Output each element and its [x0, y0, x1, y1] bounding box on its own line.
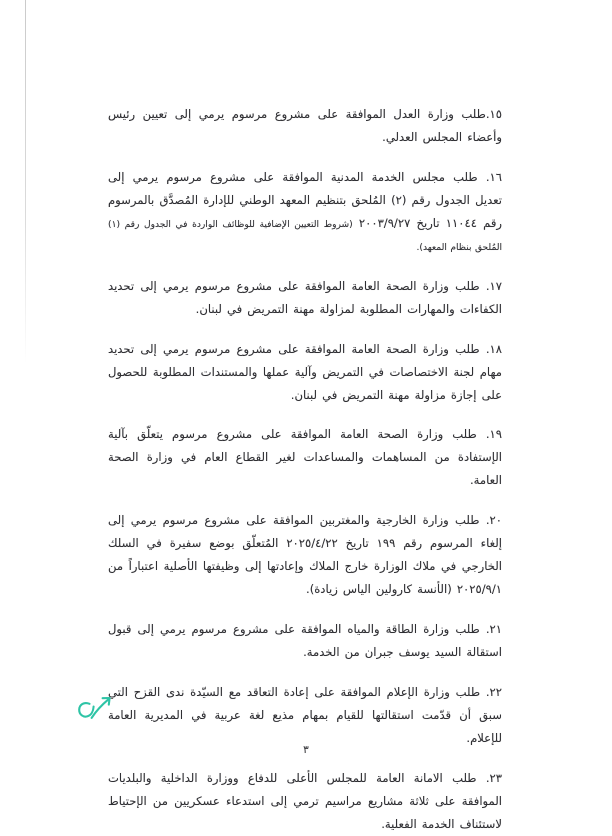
agenda-item-15	[108, 103, 502, 149]
agenda-item-16	[108, 166, 502, 258]
agenda-item-22-text: ٢٢. طلب وزارة الإعلام الموافقة على إعادة التعاقد مع السيّدة ندى القزح التي سبق أن قدّمت استقالتها للقيام بمهام مذيع لغة عربية في المديرية العامة للإعلام.	[108, 685, 502, 745]
agenda-item-15-text: ١٥.طلب وزارة العدل الموافقة على مشروع مرسوم يرمي إلى تعيين رئيس وأعضاء المجلس العدلي.	[108, 107, 502, 144]
agenda-item-17-text: ١٧. طلب وزارة الصحة العامة الموافقة على مشروع مرسوم يرمي إلى تحديد الكفاءات والمهارات المطلوبة لمزاولة مهنة التمريض في لبنان.	[108, 278, 502, 316]
agenda-item-17	[108, 275, 502, 321]
signature-initial-mark	[72, 691, 128, 729]
agenda-item-16-note: (شروط التعيين الإضافية للوظائف الواردة في الجدول رقم (١) المُلحق بنظام المعهد).	[108, 219, 502, 253]
agenda-item-20	[108, 509, 502, 601]
agenda-item-21-text: ٢١. طلب وزارة الطاقة والمياه الموافقة على مشروع مرسوم يرمي إلى قبول استقالة السيد يوسف جبران من الخدمة.	[108, 622, 502, 660]
scan-edge-artifact	[25, 0, 26, 364]
agenda-item-21	[108, 618, 502, 664]
agenda-item-18	[108, 338, 502, 407]
agenda-item-23	[108, 767, 502, 836]
agenda-item-19	[108, 423, 502, 492]
agenda-item-18-text: ١٨. طلب وزارة الصحة العامة الموافقة على مشروع مرسوم يرمي إلى تحديد مهام لجنة الاختصاصات في التمريض وآلية عملها والمستندات المطلوبة للحصول على إجازة مزاولة مهنة التمريض في لبنان.	[108, 341, 502, 402]
agenda-item-19-text: ١٩. طلب وزارة الصحة العامة الموافقة على مشروع مرسوم يتعلّق بآلية الإستفادة من المساهمات والمساعدات لغير القطاع العام في وزارة الصحة العامة.	[108, 427, 502, 488]
page-number: ٣	[303, 744, 309, 756]
agenda-item-20-text: ٢٠. طلب وزارة الخارجية والمغتربين الموافقة على مشروع مرسوم يرمي إلى إلغاء المرسوم رقم ١٩٩ تاريخ ٢٠٢٥/٤/٢٢ المُتعلّق بوضع سفيرة في السلك الخارجي في ملاك الوزارة خارج الملاك وإعادتها إلى وظيفتها الأصلية اعتباراً من ٢٠٢٥/٩/١ (الأنسة كارولين الياس زيادة).	[108, 513, 502, 597]
agenda-item-22	[108, 681, 502, 750]
agenda-item-16-text: ١٦. طلب مجلس الخدمة المدنية الموافقة على مشروع مرسوم يرمي إلى تعديل الجدول رقم (٢) المُلحق بتنظيم المعهد الوطني للإدارة المُصدَّق بالمرسوم رقم ١١٠٤٤ تاريخ ٢٠٠٣/٩/٢٧	[108, 169, 502, 230]
document-body	[108, 103, 502, 836]
agenda-item-23-text: ٢٣. طلب الامانة العامة للمجلس الأعلى للدفاع ووزارة الداخلية والبلديات الموافقة على ثلاثة مشاريع مراسيم ترمي إلى استدعاء عسكريين من الإحتياط لاستئناف الخدمة الفعلية.	[108, 770, 502, 831]
